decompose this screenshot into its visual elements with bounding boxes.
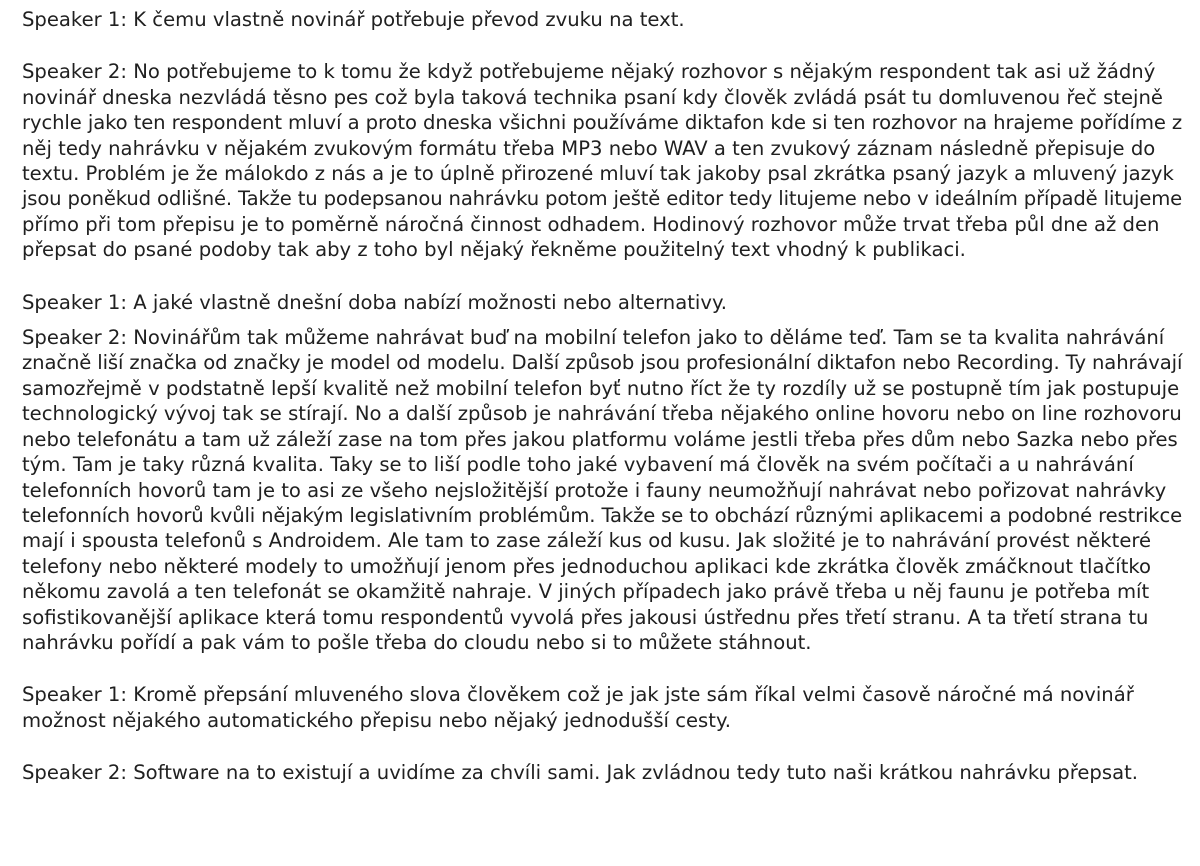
transcript-line: Speaker 2: No potřebujeme to k tomu že když potřebujeme nějaký rozhovor s nějakým respondent tak asi už žádný xyxy=(22,60,1156,84)
paragraph-spacer xyxy=(22,655,1182,682)
transcript-turn-1 xyxy=(22,7,1182,32)
transcript-line: jsou poněkud odlišné. Takže tu podepsanou nahrávku potom ještě editor tedy litujeme nebo v ideálním případě litujeme xyxy=(22,187,1183,211)
transcript-turn-4 xyxy=(22,325,1182,655)
transcript-turn-3 xyxy=(22,290,1182,315)
transcript-turn-6 xyxy=(22,760,1182,785)
transcript-line: přepsat do psané podoby tak aby z toho byl nějaký řekněme použitelný text vhodný k publikaci. xyxy=(22,238,966,262)
transcript-line: Speaker 1: K čemu vlastně novinář potřebuje převod zvuku na text. xyxy=(22,8,685,31)
transcript-line: někomu zavolá a ten telefonát se okamžitě nahraje. V jiných případech jako právě třeba u něj faunu je potřeba mít xyxy=(22,580,1150,604)
transcript-line: Speaker 2: Novinářům tak můžeme nahrávat buď na mobilní telefon jako to děláme teď. Tam se ta kvalita nahrávání xyxy=(22,326,1165,350)
transcript-document xyxy=(22,7,1182,786)
paragraph-spacer xyxy=(22,263,1182,290)
transcript-line: technologický vývoj tak se stírají. No a další způsob je nahrávání třeba nějakého online hovoru nebo on line rozhovoru xyxy=(22,402,1182,426)
transcript-line: telefonních hovorů kvůli nějakým legislativním problémům. Takže se to obchází různými aplikacemi a podobné restrikce xyxy=(22,503,1183,527)
transcript-line: Speaker 2: Software na to existují a uvidíme za chvíli sami. Jak zvládnou tedy tuto naši krátkou nahrávku přepsat. xyxy=(22,761,1138,785)
paragraph-spacer xyxy=(22,733,1182,760)
transcript-line: něj tedy nahrávku v nějakém zvukovým formátu třeba MP3 nebo WAV a ten zvukový záznam následně přepisuje do xyxy=(22,136,1156,160)
transcript-line: mají i spousta telefonů s Androidem. Ale tam to zase záleží kus od kusu. Jak složité je to nahrávání provést některé xyxy=(22,529,1152,553)
transcript-line: tým. Tam je taky různá kvalita. Taky se to liší podle toho jaké vybavení má člověk na svém počítači a u nahrávání xyxy=(22,453,1134,477)
transcript-line: samozřejmě v podstatně lepší kvalitě než mobilní telefon byť nutno říct že ty rozdíly už se postupně tím jak postupuje xyxy=(22,376,1180,400)
transcript-line: novinář dneska nezvládá těsno pes což byla taková technika psaní kdy člověk zvládá psát tu domluvenou řeč stejně xyxy=(22,85,1163,109)
transcript-line: telefonních hovorů tam je to asi ze všeho nejsložitější protože i fauny neumožňují nahrávat nebo pořizovat nahrávky xyxy=(22,478,1167,502)
transcript-turn-2 xyxy=(22,59,1182,262)
paragraph-spacer xyxy=(22,315,1182,325)
transcript-line: Speaker 1: A jaké vlastně dnešní doba nabízí možnosti nebo alternativy. xyxy=(22,290,727,314)
transcript-line: možnost nějakého automatického přepisu nebo nějaký jednodušší cesty. xyxy=(22,708,731,732)
transcript-turn-5 xyxy=(22,682,1182,733)
transcript-line: rychle jako ten respondent mluví a proto dneska všichni používáme diktafon kde si ten rozhovor na hrajeme pořídíme z xyxy=(22,111,1183,135)
transcript-line: telefony nebo některé modely to umožňují jenom přes jednoduchou aplikaci kde zkrátka člověk zmáčknout tlačítko xyxy=(22,554,1152,578)
transcript-line: přímo při tom přepisu je to poměrně náročná činnost odhadem. Hodinový rozhovor může trvat třeba půl dne až den xyxy=(22,212,1160,236)
transcript-line: nebo telefonátu a tam už záleží zase na tom přes jakou platformu voláme jestli třeba přes dům nebo Sazka nebo přes xyxy=(22,427,1178,451)
transcript-line: nahrávku pořídí a pak vám to pošle třeba do cloudu nebo si to můžete stáhnout. xyxy=(22,630,812,654)
transcript-line: značně liší značka od značky je model od modelu. Další způsob jsou profesionální diktafon nebo Recording. Ty nahrávají xyxy=(22,351,1183,375)
transcript-line: Speaker 1: Kromě přepsání mluveného slova člověkem což je jak jste sám říkal velmi časově náročné má novinář xyxy=(22,683,1134,707)
paragraph-spacer xyxy=(22,32,1182,59)
transcript-line: sofistikovanější aplikace která tomu respondentů vyvolá přes jakousi ústřednu přes třetí stranu. A ta třetí strana tu xyxy=(22,605,1149,629)
transcript-line: textu. Problém je že málokdo z nás a je to úplně přirozené mluví tak jakoby psal zkrátka psaný jazyk a mluvený jazyk xyxy=(22,162,1174,186)
